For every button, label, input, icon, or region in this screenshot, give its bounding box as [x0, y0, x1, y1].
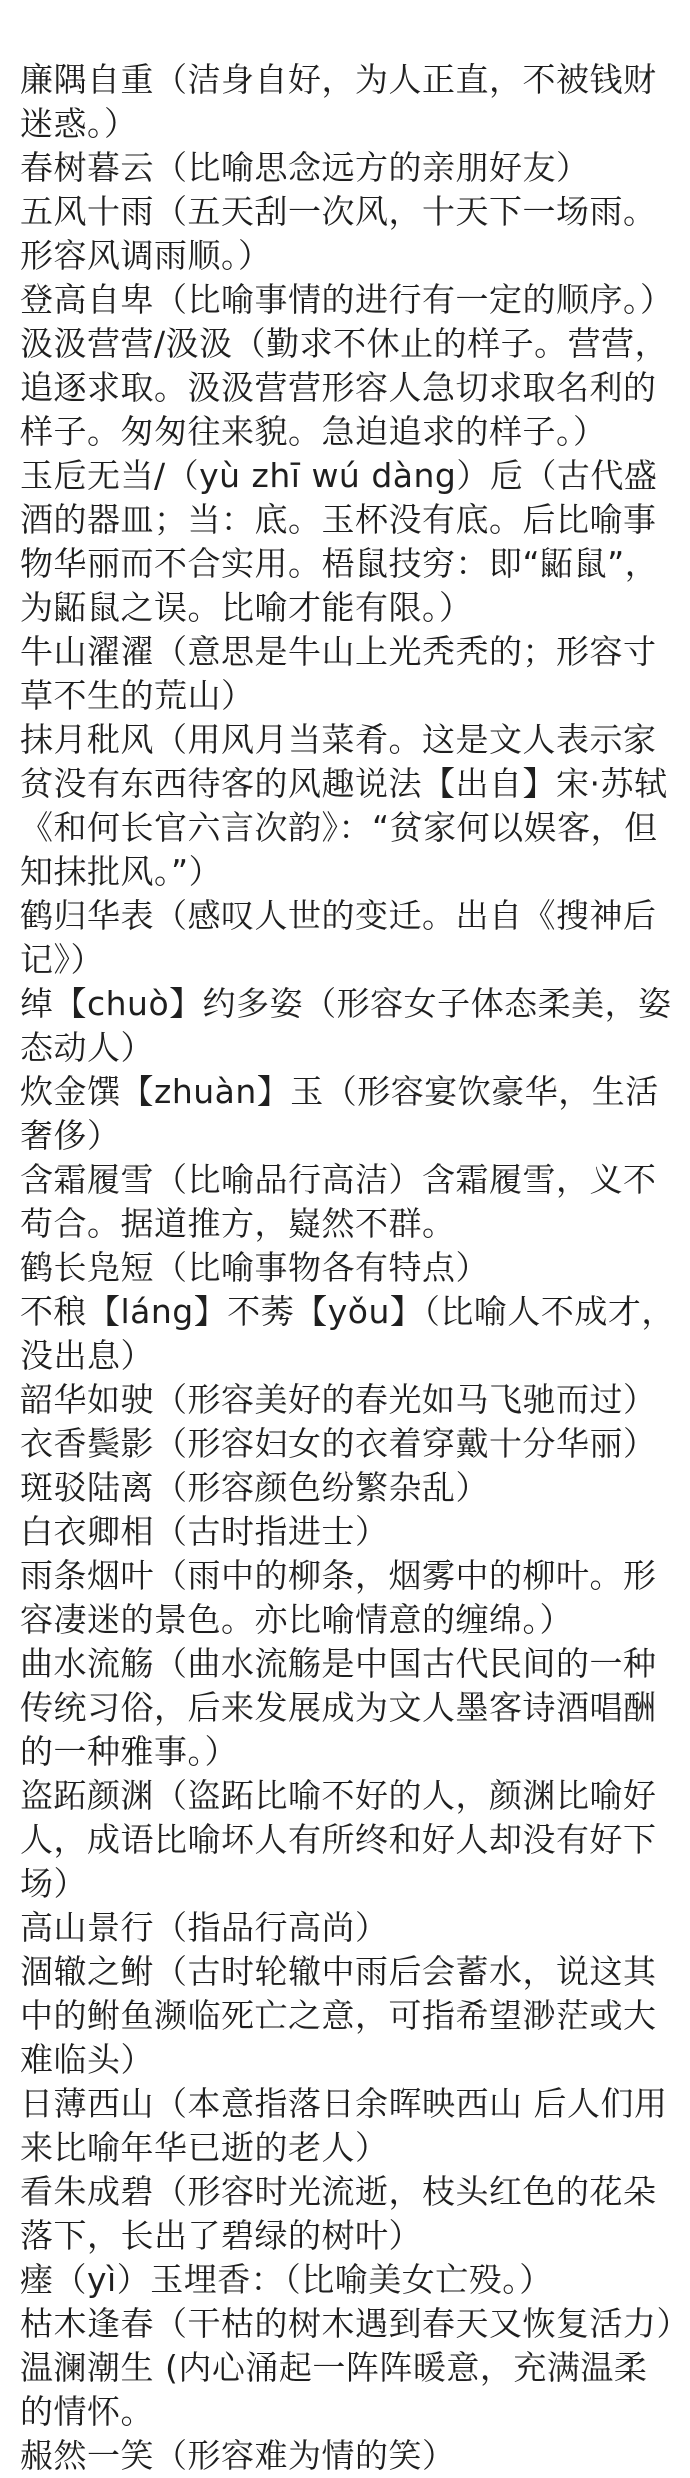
idiom-entry: 涸辙之鲋（古时轮辙中雨后会蓄水，说这其中的鲋鱼濒临死亡之意，可指希望渺茫或大难临头）: [20, 1952, 657, 2079]
idiom-entry: 含霜履雪（比喻品行高洁）含霜履雪，义不苟合。据道推方，嶷然不群。: [20, 1160, 657, 1243]
idiom-entry: 牛山濯濯（意思是牛山上光秃秃的；形容寸草不生的荒山）: [20, 632, 657, 715]
idiom-entry: 白衣卿相（古时指进士）: [20, 1512, 389, 1551]
idiom-entry: 绰【chuò】约多姿（形容女子体态柔美，姿态动人）: [20, 984, 672, 1067]
idiom-entry: 赧然一笑（形容难为情的笑）: [20, 2436, 456, 2475]
idiom-entry: 廉隅自重（洁身自好，为人正直，不被钱财迷惑。）: [20, 60, 657, 143]
idiom-entry: 盗跖颜渊（盗跖比喻不好的人，颜渊比喻好人，成语比喻坏人有所终和好人却没有好下场）: [20, 1776, 657, 1903]
idiom-entry: 登高自卑（比喻事情的进行有一定的顺序。）: [20, 280, 674, 319]
idiom-entry: 高山景行（指品行高尚）: [20, 1908, 389, 1947]
idiom-entry: 不稂【láng】不莠【yǒu】（比喻人不成才，没出息）: [20, 1292, 675, 1375]
idiom-entry: 枯木逢春（干枯的树木遇到春天又恢复活力）: [20, 2304, 690, 2343]
idiom-entry: 雨条烟叶（雨中的柳条，烟雾中的柳叶。形容凄迷的景色。亦比喻情意的缠绵。）: [20, 1556, 657, 1639]
idiom-entry: 抹月秕风（用风月当菜肴。这是文人表示家贫没有东西待客的风趣说法【出自】宋·苏轼《和何长官六言次韵》：“贫家何以娱客，但知抹批风。”）: [20, 720, 668, 891]
idiom-entry: 斑驳陆离（形容颜色纷繁杂乱）: [20, 1468, 489, 1507]
idiom-entry: 炊金馔【zhuàn】玉（形容宴饮豪华，生活奢侈）: [20, 1072, 659, 1155]
idiom-entry: 鹤归华表（感叹人世的变迁。出自《搜神后记》）: [20, 896, 657, 979]
idiom-entry: 汲汲营营/汲汲（勤求不休止的样子。营营，追逐求取。汲汲营营形容人急切求取名利的样子。匆匆往来貌。急迫追求的样子。）: [20, 324, 669, 451]
idiom-entry: 春树暮云（比喻思念远方的亲朋好友）: [20, 148, 590, 187]
idiom-entry: 温澜潮生 (内心涌起一阵阵暖意，充满温柔的情怀。: [20, 2348, 648, 2431]
idiom-entry: 韶华如驶（形容美好的春光如马飞驰而过）: [20, 1380, 657, 1419]
idiom-entry: 瘗（yì）玉埋香：（比喻美女亡殁。）: [20, 2260, 553, 2299]
idiom-entry: 玉卮无当/（yù zhī wú dàng）卮（古代盛酒的器皿；当：底。玉杯没有底。后比喻事物华丽而不合实用。梧鼠技穷：即“鼫鼠”，为鼫鼠之误。比喻才能有限。）: [20, 456, 659, 627]
idiom-entry: 看朱成碧（形容时光流逝，枝头红色的花朵落下，长出了碧绿的树叶）: [20, 2172, 657, 2255]
idiom-entry: 曲水流觞（曲水流觞是中国古代民间的一种传统习俗，后来发展成为文人墨客诗酒唱酬的一种雅事。）: [20, 1644, 657, 1771]
idiom-entry: 鹤长凫短（比喻事物各有特点）: [20, 1248, 489, 1287]
idiom-entry: 五风十雨（五天刮一次风，十天下一场雨。形容风调雨顺。）: [20, 192, 657, 275]
idiom-entry: 日薄西山（本意指落日余晖映西山 后人们用来比喻年华已逝的老人）: [20, 2084, 668, 2167]
idiom-entry: 衣香鬓影（形容妇女的衣着穿戴十分华丽）: [20, 1424, 657, 1463]
